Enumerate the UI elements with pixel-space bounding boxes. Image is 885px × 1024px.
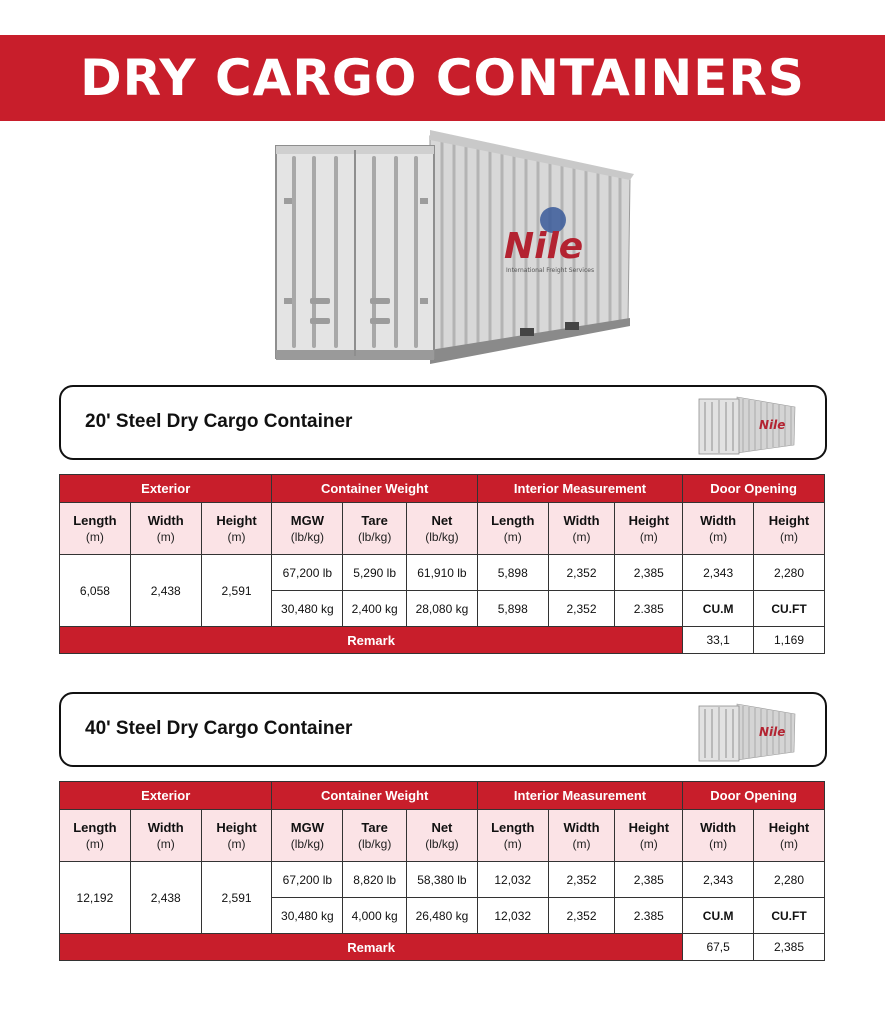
table-cell: 5,290 lb	[343, 555, 407, 591]
group-header-door-opening: Door Opening	[683, 782, 825, 810]
group-header-interior-measurement: Interior Measurement	[477, 475, 682, 503]
remark-value: 2,385	[754, 934, 825, 961]
remark-value: 67,5	[683, 934, 754, 961]
table-row	[60, 862, 825, 898]
table-cell: 12,192	[60, 862, 131, 934]
column-header: Tare (lb/kg)	[343, 810, 407, 862]
remark-label: Remark	[60, 934, 683, 961]
column-header: Height (m)	[754, 810, 825, 862]
table-cell: 61,910 lb	[407, 555, 478, 591]
volume-unit-label: CU.FT	[754, 591, 825, 627]
table-cell: 26,480 kg	[407, 898, 478, 934]
column-header: Width (m)	[130, 503, 201, 555]
table-cell: 2,591	[201, 555, 272, 627]
remark-value: 33,1	[683, 627, 754, 654]
table-cell: 2.385	[615, 591, 683, 627]
remark-row	[60, 934, 825, 961]
table-cell: 8,820 lb	[343, 862, 407, 898]
table-cell: 2,352	[548, 555, 615, 591]
logo-subtext: International Freight Services	[506, 267, 595, 274]
column-header: MGW (lb/kg)	[272, 503, 343, 555]
column-header: Length (m)	[477, 503, 548, 555]
shipping-container-image	[270, 128, 640, 373]
group-header-container-weight: Container Weight	[272, 782, 477, 810]
column-header: MGW (lb/kg)	[272, 810, 343, 862]
table-cell: 12,032	[477, 862, 548, 898]
column-header: Width (m)	[683, 503, 754, 555]
column-header: Width (m)	[548, 810, 615, 862]
table-cell: 2.385	[615, 898, 683, 934]
column-header: Height (m)	[201, 810, 272, 862]
column-header: Tare (lb/kg)	[343, 503, 407, 555]
group-header-interior-measurement: Interior Measurement	[477, 782, 682, 810]
table-cell: 2,400 kg	[343, 591, 407, 627]
container-section-20ft	[59, 385, 827, 648]
column-header: Width (m)	[548, 503, 615, 555]
column-header: Height (m)	[615, 810, 683, 862]
table-cell: 2,352	[548, 862, 615, 898]
table-cell: 2,352	[548, 591, 615, 627]
section-title: 20' Steel Dry Cargo Container	[85, 411, 353, 432]
page-title: DRY CARGO CONTAINERS	[80, 49, 805, 107]
group-header-container-weight: Container Weight	[272, 475, 477, 503]
column-header: Net (lb/kg)	[407, 503, 478, 555]
table-cell: 12,032	[477, 898, 548, 934]
container-section-40ft	[59, 692, 827, 955]
section-title-box	[59, 385, 827, 460]
section-title-box	[59, 692, 827, 767]
remark-value: 1,169	[754, 627, 825, 654]
column-header: Height (m)	[754, 503, 825, 555]
column-header: Length (m)	[60, 503, 131, 555]
table-cell: 2,280	[754, 555, 825, 591]
remark-row	[60, 627, 825, 654]
table-cell: 2,352	[548, 898, 615, 934]
svg-text:Nile: Nile	[759, 418, 786, 432]
table-cell: 2,343	[683, 555, 754, 591]
column-header: Length (m)	[477, 810, 548, 862]
table-cell: 2,385	[615, 555, 683, 591]
table-cell: 2,591	[201, 862, 272, 934]
table-row	[60, 555, 825, 591]
table-cell: 2,280	[754, 862, 825, 898]
table-cell: 4,000 kg	[343, 898, 407, 934]
group-header-exterior: Exterior	[60, 782, 272, 810]
table-cell: 2,438	[130, 555, 201, 627]
container-thumbnail	[697, 393, 797, 455]
volume-unit-label: CU.M	[683, 591, 754, 627]
table-cell: 6,058	[60, 555, 131, 627]
volume-unit-label: CU.FT	[754, 898, 825, 934]
section-title: 40' Steel Dry Cargo Container	[85, 718, 353, 739]
volume-unit-label: CU.M	[683, 898, 754, 934]
header-banner	[0, 35, 885, 121]
group-header-exterior: Exterior	[60, 475, 272, 503]
spec-table	[59, 781, 825, 961]
table-cell: 67,200 lb	[272, 555, 343, 591]
remark-label: Remark	[60, 627, 683, 654]
column-header: Height (m)	[615, 503, 683, 555]
column-header: Net (lb/kg)	[407, 810, 478, 862]
table-cell: 2,438	[130, 862, 201, 934]
table-cell: 58,380 lb	[407, 862, 478, 898]
column-header: Length (m)	[60, 810, 131, 862]
table-cell: 67,200 lb	[272, 862, 343, 898]
logo-text: Nile	[504, 226, 584, 267]
svg-text:Nile: Nile	[759, 725, 786, 739]
table-cell: 5,898	[477, 555, 548, 591]
spec-table	[59, 474, 825, 654]
column-header: Width (m)	[130, 810, 201, 862]
column-header: Width (m)	[683, 810, 754, 862]
group-header-door-opening: Door Opening	[683, 475, 825, 503]
column-header: Height (m)	[201, 503, 272, 555]
table-cell: 30,480 kg	[272, 591, 343, 627]
table-cell: 28,080 kg	[407, 591, 478, 627]
table-cell: 5,898	[477, 591, 548, 627]
container-thumbnail	[697, 700, 797, 762]
table-cell: 2,385	[615, 862, 683, 898]
table-cell: 30,480 kg	[272, 898, 343, 934]
table-cell: 2,343	[683, 862, 754, 898]
